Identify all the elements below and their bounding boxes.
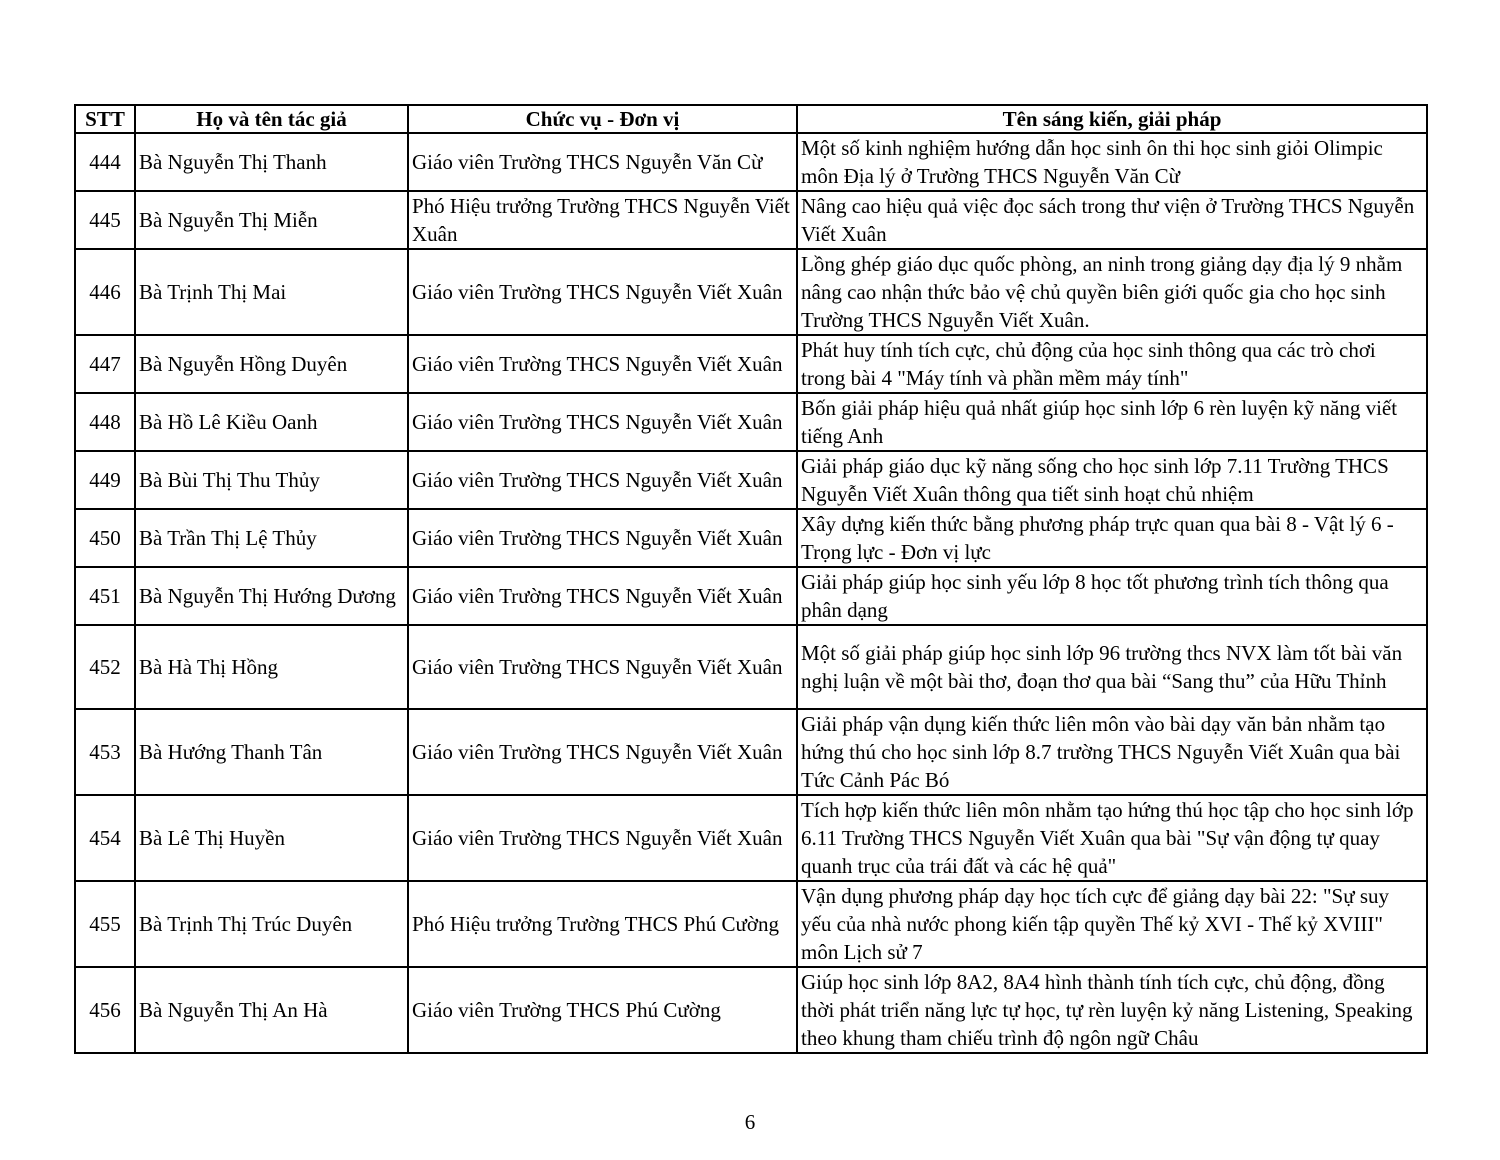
cell-author: Bà Nguyễn Hồng Duyên bbox=[135, 335, 408, 393]
initiatives-table bbox=[74, 104, 1428, 1054]
table-row bbox=[75, 133, 1427, 191]
table-row bbox=[75, 881, 1427, 967]
cell-position: Giáo viên Trường THCS Nguyễn Viết Xuân bbox=[408, 625, 797, 709]
cell-position: Giáo viên Trường THCS Nguyễn Viết Xuân bbox=[408, 335, 797, 393]
cell-author: Bà Nguyễn Thị Hướng Dương bbox=[135, 567, 408, 625]
cell-position: Giáo viên Trường THCS Phú Cường bbox=[408, 967, 797, 1053]
cell-position: Giáo viên Trường THCS Nguyễn Viết Xuân bbox=[408, 509, 797, 567]
cell-stt: 449 bbox=[75, 451, 135, 509]
cell-position: Giáo viên Trường THCS Nguyễn Viết Xuân bbox=[408, 451, 797, 509]
cell-author: Bà Hồ Lê Kiều Oanh bbox=[135, 393, 408, 451]
table-row bbox=[75, 393, 1427, 451]
page-number: 6 bbox=[744, 1110, 756, 1134]
cell-title: Bốn giải pháp hiệu quả nhất giúp học sinh lớp 6 rèn luyện kỹ năng viết tiếng Anh bbox=[797, 393, 1427, 451]
cell-author: Bà Trịnh Thị Mai bbox=[135, 249, 408, 335]
cell-position: Giáo viên Trường THCS Nguyễn Viết Xuân bbox=[408, 709, 797, 795]
cell-stt: 453 bbox=[75, 709, 135, 795]
cell-author: Bà Hướng Thanh Tân bbox=[135, 709, 408, 795]
cell-position: Giáo viên Trường THCS Nguyễn Văn Cừ bbox=[408, 133, 797, 191]
table-row bbox=[75, 335, 1427, 393]
cell-title: Tích hợp kiến thức liên môn nhằm tạo hứng thú học tập cho học sinh lớp 6.11 Trường THCS Nguyễn Viết Xuân qua bài "Sự vận động tự quay quanh trục của trái đất và các hệ quả" bbox=[797, 795, 1427, 881]
cell-title: Một số kinh nghiệm hướng dẫn học sinh ôn thi học sinh giỏi Olimpic môn Địa lý ở Trường THCS Nguyễn Văn Cừ bbox=[797, 133, 1427, 191]
cell-stt: 451 bbox=[75, 567, 135, 625]
cell-title: Giúp học sinh lớp 8A2, 8A4 hình thành tính tích cực, chủ động, đồng thời phát triển năng lực tự học, tự rèn luyện kỷ năng Listening, Speaking theo khung tham chiếu trình độ ngôn ngữ Châu bbox=[797, 967, 1427, 1053]
cell-title: Giải pháp giúp học sinh yếu lớp 8 học tốt phương trình tích thông qua phân dạng bbox=[797, 567, 1427, 625]
table-row bbox=[75, 567, 1427, 625]
table-row bbox=[75, 625, 1427, 709]
cell-stt: 455 bbox=[75, 881, 135, 967]
table-row bbox=[75, 967, 1427, 1053]
cell-stt: 454 bbox=[75, 795, 135, 881]
cell-title: Lồng ghép giáo dục quốc phòng, an ninh trong giảng dạy địa lý 9 nhằm nâng cao nhận thức bảo vệ chủ quyền biên giới quốc gia cho học sinh Trường THCS Nguyễn Viết Xuân. bbox=[797, 249, 1427, 335]
cell-title: Vận dụng phương pháp dạy học tích cực để giảng dạy bài 22: "Sự suy yếu của nhà nước phong kiến tập quyền Thế kỷ XVI - Thế kỷ XVIII" môn Lịch sử 7 bbox=[797, 881, 1427, 967]
cell-stt: 450 bbox=[75, 509, 135, 567]
cell-author: Bà Trần Thị Lệ Thủy bbox=[135, 509, 408, 567]
table-header-row bbox=[75, 105, 1427, 133]
cell-author: Bà Lê Thị Huyền bbox=[135, 795, 408, 881]
cell-position: Phó Hiệu trưởng Trường THCS Nguyễn Viết Xuân bbox=[408, 191, 797, 249]
cell-author: Bà Nguyễn Thị Thanh bbox=[135, 133, 408, 191]
cell-stt: 445 bbox=[75, 191, 135, 249]
cell-title: Phát huy tính tích cực, chủ động của học sinh thông qua các trò chơi trong bài 4 "Máy tính và phần mềm máy tính" bbox=[797, 335, 1427, 393]
cell-title: Giải pháp vận dụng kiến thức liên môn vào bài dạy văn bản nhằm tạo hứng thú cho học sinh lớp 8.7 trường THCS Nguyễn Viết Xuân qua bài Tức Cảnh Pác Bó bbox=[797, 709, 1427, 795]
cell-author: Bà Trịnh Thị Trúc Duyên bbox=[135, 881, 408, 967]
cell-stt: 452 bbox=[75, 625, 135, 709]
table-row bbox=[75, 451, 1427, 509]
header-title: Tên sáng kiến, giải pháp bbox=[797, 105, 1427, 133]
header-stt: STT bbox=[75, 105, 135, 133]
cell-position: Phó Hiệu trưởng Trường THCS Phú Cường bbox=[408, 881, 797, 967]
table-row bbox=[75, 191, 1427, 249]
cell-position: Giáo viên Trường THCS Nguyễn Viết Xuân bbox=[408, 249, 797, 335]
cell-stt: 456 bbox=[75, 967, 135, 1053]
cell-stt: 448 bbox=[75, 393, 135, 451]
table-row bbox=[75, 795, 1427, 881]
cell-title: Nâng cao hiệu quả việc đọc sách trong thư viện ở Trường THCS Nguyễn Viết Xuân bbox=[797, 191, 1427, 249]
cell-stt: 446 bbox=[75, 249, 135, 335]
cell-position: Giáo viên Trường THCS Nguyễn Viết Xuân bbox=[408, 567, 797, 625]
cell-author: Bà Hà Thị Hồng bbox=[135, 625, 408, 709]
cell-title: Giải pháp giáo dục kỹ năng sống cho học sinh lớp 7.11 Trường THCS Nguyễn Viết Xuân thông qua tiết sinh hoạt chủ nhiệm bbox=[797, 451, 1427, 509]
cell-title: Xây dựng kiến thức bằng phương pháp trực quan qua bài 8 - Vật lý 6 - Trọng lực - Đơn vị lực bbox=[797, 509, 1427, 567]
table-row bbox=[75, 249, 1427, 335]
cell-position: Giáo viên Trường THCS Nguyễn Viết Xuân bbox=[408, 393, 797, 451]
cell-title: Một số giải pháp giúp học sinh lớp 96 trường thcs NVX làm tốt bài văn nghị luận về một bài thơ, đoạn thơ qua bài “Sang thu” của Hữu Thỉnh bbox=[797, 625, 1427, 709]
cell-author: Bà Nguyễn Thị Miễn bbox=[135, 191, 408, 249]
table-row bbox=[75, 509, 1427, 567]
cell-position: Giáo viên Trường THCS Nguyễn Viết Xuân bbox=[408, 795, 797, 881]
cell-author: Bà Nguyễn Thị An Hà bbox=[135, 967, 408, 1053]
header-position: Chức vụ - Đơn vị bbox=[408, 105, 797, 133]
cell-stt: 447 bbox=[75, 335, 135, 393]
header-author: Họ và tên tác giả bbox=[135, 105, 408, 133]
table-row bbox=[75, 709, 1427, 795]
cell-author: Bà Bùi Thị Thu Thủy bbox=[135, 451, 408, 509]
cell-stt: 444 bbox=[75, 133, 135, 191]
